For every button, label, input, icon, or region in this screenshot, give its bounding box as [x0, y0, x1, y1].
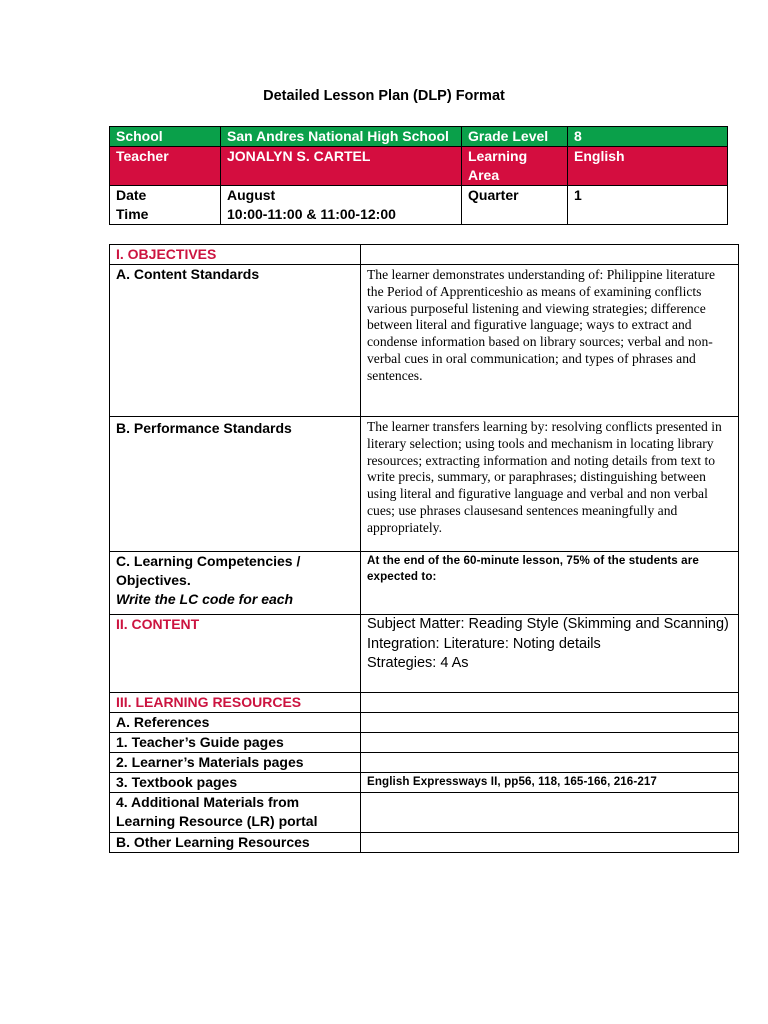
- other-resources-row: [110, 833, 739, 853]
- performance-standards-row: [110, 417, 739, 552]
- quarter-value: 1: [568, 186, 728, 225]
- references-row: [110, 713, 739, 733]
- teacher-row: [110, 147, 728, 186]
- learners-materials-row: [110, 753, 739, 773]
- resources-heading: III. LEARNING RESOURCES: [110, 693, 361, 713]
- textbook-label: 3. Textbook pages: [110, 773, 361, 793]
- school-value: San Andres National High School: [221, 127, 462, 147]
- learning-area-label: Learning Area: [462, 147, 568, 186]
- lesson-plan-table: [109, 244, 739, 853]
- other-resources-label: B. Other Learning Resources: [110, 833, 361, 853]
- learning-area-value: English: [568, 147, 728, 186]
- performance-standards-text: The learner transfers learning by: resolving conflicts presented in literary selection; using tools and mechanism in locating library resources; extracting information and noting details from text to write precis, summary, or paraphrases; distinguishing between using literal and figurative language and verbal and non verbal cues; use phrases clausesand sentences meaningfully and appropriately.: [361, 417, 739, 552]
- references-label: A. References: [110, 713, 361, 733]
- content-standards-row: [110, 265, 739, 417]
- teacher-value: JONALYN S. CARTEL: [221, 147, 462, 186]
- content-standards-label: A. Content Standards: [110, 265, 361, 417]
- content-standards-text: The learner demonstrates understanding of: Philippine literature the Period of Apprenticeshio as means of examining conflicts various purposeful listening and viewing strategies; difference between literal and figurative language; ways to extract and condense information based on library sources; verbal and non-verbal cues in oral communication; and types of phrases and sentences.: [361, 265, 739, 417]
- school-row: [110, 127, 728, 147]
- content-details: [361, 615, 739, 693]
- teachers-guide-label: 1. Teacher’s Guide pages: [110, 733, 361, 753]
- date-time-value: August 10:00-11:00 & 11:00-12:00: [221, 186, 462, 225]
- grade-level-value: 8: [568, 127, 728, 147]
- integration: Integration: Literature: Noting details: [367, 635, 601, 652]
- quarter-label: Quarter: [462, 186, 568, 225]
- teachers-guide-row: [110, 733, 739, 753]
- objectives-heading: I. OBJECTIVES: [110, 245, 361, 265]
- content-heading: II. CONTENT: [110, 615, 361, 693]
- textbook-row: [110, 773, 739, 793]
- header-table: [109, 126, 728, 225]
- content-row: [110, 615, 739, 693]
- document-title: Detailed Lesson Plan (DLP) Format: [263, 88, 505, 104]
- performance-standards-label: B. Performance Standards: [110, 417, 361, 552]
- competencies-label: C. Learning Competencies / Objectives. Write the LC code for each: [110, 552, 361, 615]
- teachers-guide-empty-cell: [361, 733, 739, 753]
- date-time-label: Date Time: [110, 186, 221, 225]
- school-label: School: [110, 127, 221, 147]
- resources-row: [110, 693, 739, 713]
- additional-materials-row: [110, 793, 739, 833]
- date-row: [110, 186, 728, 225]
- subject-matter: Subject Matter: Reading Style (Skimming and Scanning): [367, 616, 729, 632]
- learners-materials-empty-cell: [361, 753, 739, 773]
- competencies-row: [110, 552, 739, 615]
- references-empty-cell: [361, 713, 739, 733]
- other-resources-empty-cell: [361, 833, 739, 853]
- resources-empty-cell: [361, 693, 739, 713]
- competencies-text: At the end of the 60-minute lesson, 75% of the students are expected to:: [361, 552, 739, 615]
- grade-level-label: Grade Level: [462, 127, 568, 147]
- textbook-value: English Expressways II, pp56, 118, 165-166, 216-217: [361, 773, 739, 793]
- additional-materials-label: 4. Additional Materials from Learning Resource (LR) portal: [110, 793, 361, 833]
- learners-materials-label: 2. Learner’s Materials pages: [110, 753, 361, 773]
- objectives-row: [110, 245, 739, 265]
- additional-materials-empty-cell: [361, 793, 739, 833]
- strategies: Strategies: 4 As: [367, 655, 469, 671]
- objectives-empty-cell: [361, 245, 739, 265]
- teacher-label: Teacher: [110, 147, 221, 186]
